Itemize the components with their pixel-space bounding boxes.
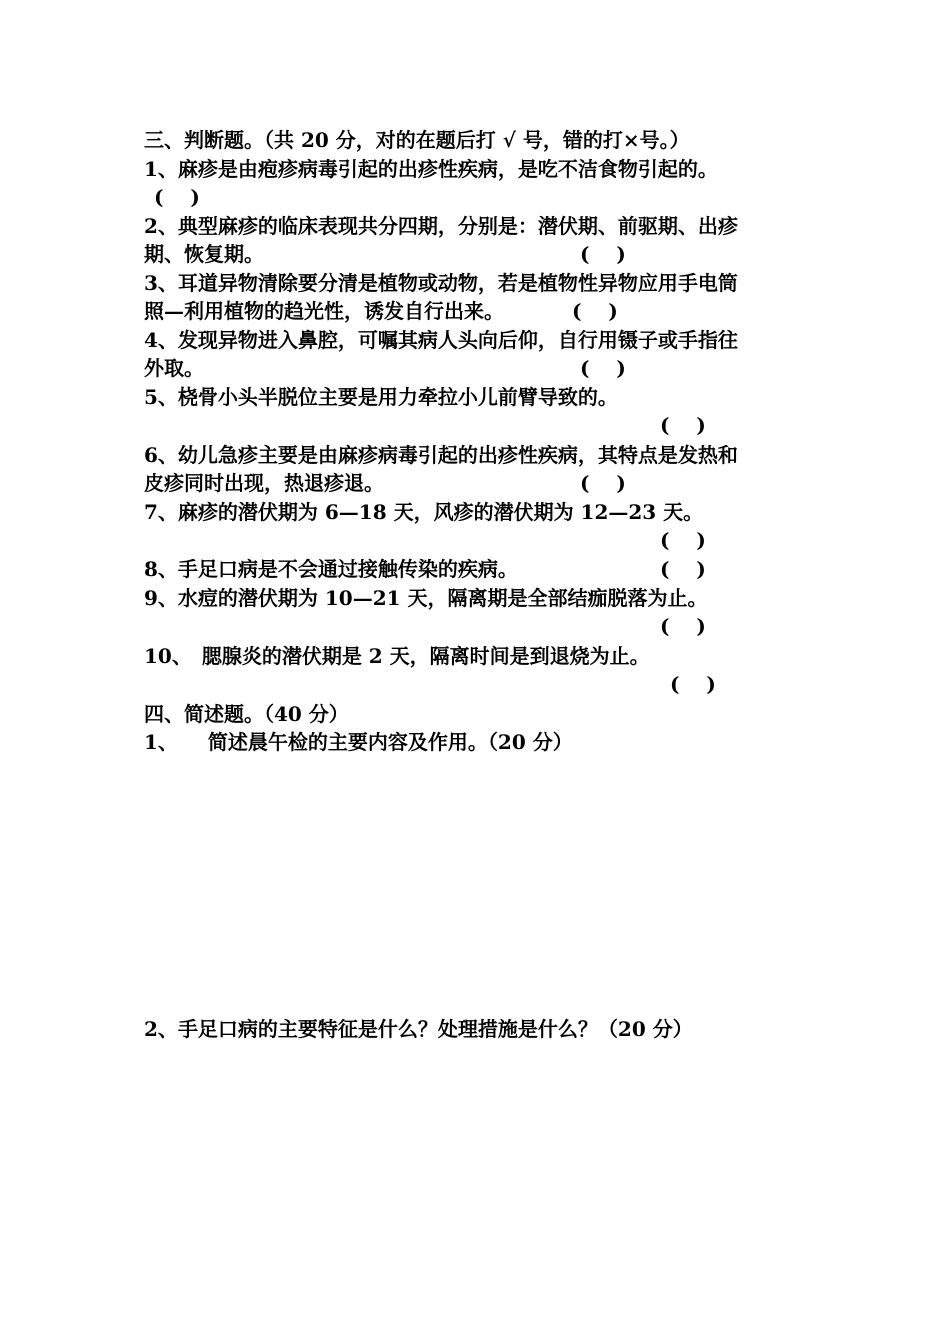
question-2-line-1: 2、典型麻疹的临床表现共分四期，分别是：潜伏期、前驱期、出疹: [144, 214, 738, 238]
section3-heading: 三、判断题。（共 20 分，对的在题后打 √ 号，错的打×号。）: [144, 128, 690, 152]
question-6-line-2: 皮疹同时出现，热退疹退。: [144, 471, 384, 495]
question-8-line-1: 8、手足口病是不会通过接触传染的疾病。: [144, 557, 518, 581]
question-2-line-2: 期、恢复期。: [144, 242, 264, 266]
answer-paren-8[interactable]: ( ): [660, 557, 706, 581]
answer-paren-3[interactable]: ( ): [572, 299, 618, 323]
question-3-line-2: 照—利用植物的趋光性，诱发自行出来。: [144, 299, 504, 323]
answer-paren-4[interactable]: ( ): [580, 356, 626, 380]
question-4-line-2: 外取。: [144, 356, 204, 380]
question-1-line-1: 1、麻疹是由疱疹病毒引起的出疹性疾病，是吃不洁食物引起的。: [144, 157, 718, 181]
answer-space-1[interactable]: [144, 760, 804, 1010]
question-5-line-1: 5、桡骨小头半脱位主要是用力牵拉小儿前臂导致的。: [144, 385, 618, 409]
answer-paren-2[interactable]: ( ): [580, 242, 626, 266]
question-7-line-1: 7、麻疹的潜伏期为 6—18 天，风疹的潜伏期为 12—23 天。: [144, 500, 704, 524]
question-9-line-1: 9、水痘的潜伏期为 10—21 天，隔离期是全部结痂脱落为止。: [144, 586, 708, 610]
question-3-line-1: 3、耳道异物清除要分清是植物或动物，若是植物性异物应用手电筒: [144, 271, 738, 295]
essay-question-2: 2、手足口病的主要特征是什么？处理措施是什么？（20 分）: [144, 1017, 693, 1041]
question-6-line-1: 6、幼儿急疹主要是由麻疹病毒引起的出疹性疾病，其特点是发热和: [144, 443, 738, 467]
answer-paren-5[interactable]: ( ): [660, 413, 706, 437]
question-4-line-1: 4、发现异物进入鼻腔，可嘱其病人头向后仰，自行用镊子或手指往: [144, 328, 738, 352]
answer-paren-7[interactable]: ( ): [660, 528, 706, 552]
answer-paren-9[interactable]: ( ): [660, 614, 706, 638]
answer-paren-6[interactable]: ( ): [580, 471, 626, 495]
answer-paren-1[interactable]: ( ): [154, 185, 200, 209]
answer-paren-10[interactable]: ( ): [670, 672, 716, 696]
answer-space-2[interactable]: [144, 1050, 804, 1300]
essay-question-1: 1、 简述晨午检的主要内容及作用。（20 分）: [144, 730, 573, 754]
question-10-line-1: 10、 腮腺炎的潜伏期是 2 天，隔离时间是到退烧为止。: [144, 644, 650, 668]
section4-heading: 四、简述题。（40 分）: [144, 702, 349, 726]
